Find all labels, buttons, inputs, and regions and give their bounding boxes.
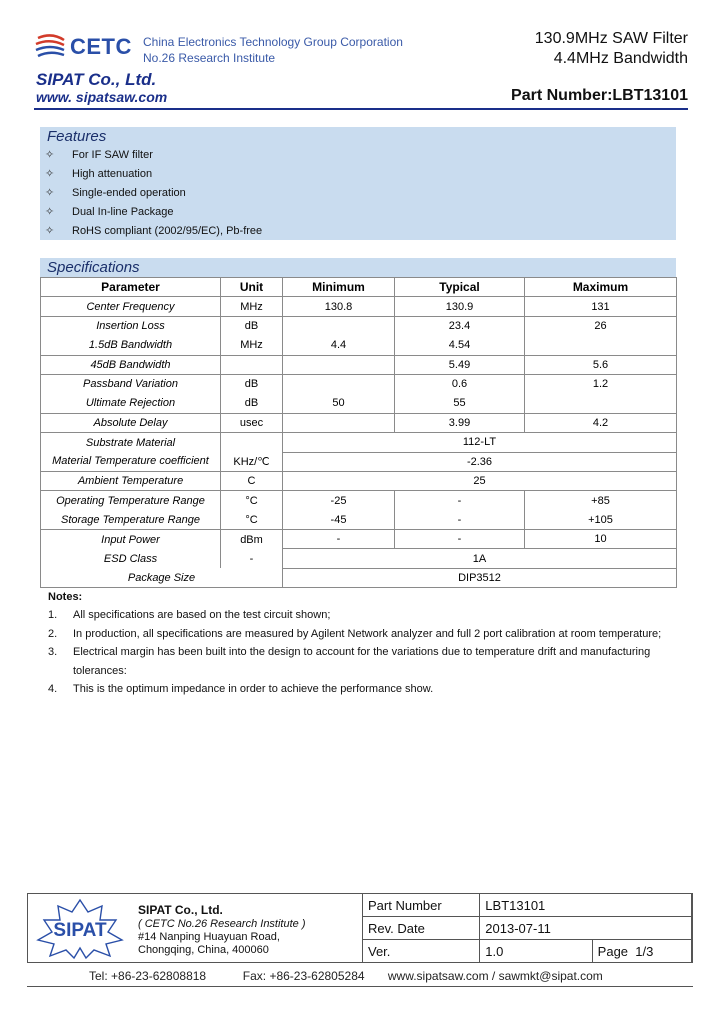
param-cell: 45dB Bandwidth [41,355,221,374]
value-cell: 112-LT [283,433,677,452]
param-cell: Substrate Material [41,433,221,452]
feature-item [40,146,676,165]
note-number: 3. [48,646,58,658]
table-row [41,374,677,393]
page-value: 1/3 [635,943,654,959]
page-cell [592,940,691,963]
column-header-parameter: Parameter [41,278,221,297]
param-cell: Center Frequency [41,297,221,316]
feature-item [40,165,676,184]
max-cell: 4.2 [525,413,677,432]
table-row [41,394,677,413]
typ-cell: - [395,491,525,510]
unit-cell: MHz [221,336,283,355]
table-row [41,491,677,510]
unit-cell: MHz [221,297,283,316]
note-item [48,680,688,699]
typ-cell: 0.6 [395,374,525,393]
product-bandwidth: 4.4MHz Bandwidth [553,50,688,67]
notes-section [48,588,688,699]
note-item [48,606,688,625]
max-cell [525,394,677,413]
table-row [363,917,692,940]
min-cell [283,413,395,432]
table-row [363,894,692,917]
table-row [363,940,692,963]
unit-cell: usec [221,413,283,432]
typ-cell: 3.99 [395,413,525,432]
note-text: Electrical margin has been built into the design to account for the variations due to temperature drift and manufacturing tolerances: [73,646,651,677]
table-row [41,355,677,374]
feature-text: RoHS compliant (2002/95/EC), Pb-free [72,225,263,237]
min-cell: 50 [283,394,395,413]
specifications-title: Specifications [47,259,140,276]
part-number-label: Part Number [363,894,480,917]
param-cell: 1.5dB Bandwidth [41,336,221,355]
table-row [41,316,677,335]
param-cell: ESD Class [41,549,221,568]
contact-fax: Fax: +86-23-62805284 [242,969,365,983]
min-cell: - [283,530,395,549]
document-header [0,0,720,115]
min-cell: 130.8 [283,297,395,316]
unit-cell: °C [221,491,283,510]
note-text: In production, all specifications are measured by Agilent Network analyzer and full 2 port calibration at room temperature; [73,627,662,640]
unit-cell: dB [221,316,283,335]
unit-cell: KHz/℃ [221,452,283,471]
footer-info-box [27,893,693,963]
min-cell [283,316,395,335]
param-cell: Ultimate Rejection [41,394,221,413]
feature-item [40,184,676,203]
param-cell: Package Size [41,568,283,587]
notes-title: Notes: [48,591,83,603]
min-cell [283,355,395,374]
org-name: China Electronics Technology Group Corporation [143,35,403,49]
company-name: SIPAT Co., Ltd. [36,70,157,89]
table-row [41,568,677,587]
features-list [40,146,676,241]
typ-cell: 4.54 [395,336,525,355]
table-row [41,433,677,452]
sparkle-bullet-icon: ✧ [45,168,55,180]
note-number: 1. [48,609,58,621]
typ-cell: 55 [395,394,525,413]
column-header-minimum: Minimum [283,278,395,297]
param-cell: Absolute Delay [41,413,221,432]
unit-cell: dB [221,374,283,393]
feature-text: High attenuation [72,168,153,180]
param-cell: Operating Temperature Range [41,491,221,510]
feature-item [40,203,676,222]
unit-cell: °C [221,510,283,529]
table-row [41,510,677,529]
feature-text: Dual In-line Package [72,206,174,218]
param-cell: Input Power [41,530,221,549]
value-cell: -2.36 [283,452,677,471]
table-row [41,452,677,471]
max-cell: +105 [525,510,677,529]
company-website[interactable]: www. sipatsaw.com [36,89,168,105]
feature-text: Single-ended operation [72,187,186,199]
unit-cell [221,355,283,374]
footer-institute: ( CETC No.26 Research Institute ) [138,918,306,930]
part-number-heading: Part Number:LBT13101 [511,87,688,104]
footer-divider [27,986,693,987]
typ-cell: 23.4 [395,316,525,335]
product-title: 130.9MHz SAW Filter [534,30,688,47]
sipat-logo-icon [34,898,126,960]
ver-label: Ver. [363,940,480,963]
sparkle-bullet-icon: ✧ [45,225,55,237]
min-cell: 4.4 [283,336,395,355]
table-row [41,297,677,316]
sparkle-bullet-icon: ✧ [45,206,55,218]
features-section [40,127,676,240]
max-cell: 131 [525,297,677,316]
sparkle-bullet-icon: ✧ [45,187,55,199]
note-number: 2. [48,627,58,640]
footer-address-line2: Chongqing, China, 400060 [138,944,269,956]
contact-line [89,969,603,983]
table-row [41,413,677,432]
param-cell: Storage Temperature Range [41,510,221,529]
param-cell: Insertion Loss [41,316,221,335]
param-cell: Ambient Temperature [41,471,221,490]
typ-cell: 5.49 [395,355,525,374]
contact-web-mail[interactable]: www.sipatsaw.com / sawmkt@sipat.com [387,969,603,983]
note-text: This is the optimum impedance in order to achieve the performance show. [73,683,434,695]
part-number-value: LBT13101 [480,894,692,917]
table-row [41,471,677,490]
table-header-row [41,278,677,297]
param-cell: Material Temperature coefficient [41,452,221,471]
value-cell: 1A [283,549,677,568]
typ-cell: - [395,510,525,529]
unit-cell: dB [221,394,283,413]
unit-cell [221,433,283,452]
features-title: Features [47,128,107,145]
page-label: Page [597,943,629,959]
typ-cell: 130.9 [395,297,525,316]
min-cell: -25 [283,491,395,510]
feature-item [40,222,676,241]
specifications-table [40,277,677,588]
footer-address-line1: #14 Nanping Huayuan Road, [138,931,280,943]
note-text: All specifications are based on the test circuit shown; [73,609,331,621]
param-cell: Passband Variation [41,374,221,393]
max-cell: 5.6 [525,355,677,374]
column-header-unit: Unit [221,278,283,297]
feature-text: For IF SAW filter [72,149,153,161]
rev-date-label: Rev. Date [363,917,480,940]
header-divider [34,108,688,110]
max-cell: +85 [525,491,677,510]
sparkle-bullet-icon: ✧ [45,149,55,161]
contact-tel: Tel: +86-23-62808818 [89,969,207,983]
rev-date-value: 2013-07-11 [480,917,692,940]
table-row [41,549,677,568]
ver-value: 1.0 [480,940,592,963]
max-cell: 10 [525,530,677,549]
column-header-maximum: Maximum [525,278,677,297]
value-cell: DIP3512 [283,568,677,587]
table-row [41,336,677,355]
table-row [41,530,677,549]
unit-cell: dBm [221,530,283,549]
sipat-logo-text: SIPAT [53,920,107,941]
cetc-logo-text: CETC [70,34,132,59]
typ-cell: - [395,530,525,549]
note-item [48,625,688,644]
min-cell: -45 [283,510,395,529]
max-cell: 1.2 [525,374,677,393]
org-institute: No.26 Research Institute [143,51,276,65]
unit-cell: C [221,471,283,490]
max-cell: 26 [525,316,677,335]
note-number: 4. [48,683,58,695]
unit-cell: - [221,549,283,568]
min-cell [283,374,395,393]
specifications-section [40,258,676,277]
note-item [48,643,688,680]
footer-company: SIPAT Co., Ltd. [138,903,223,917]
column-header-typical: Typical [395,278,525,297]
max-cell [525,336,677,355]
value-cell: 25 [283,471,677,490]
document-info-table [362,893,692,963]
